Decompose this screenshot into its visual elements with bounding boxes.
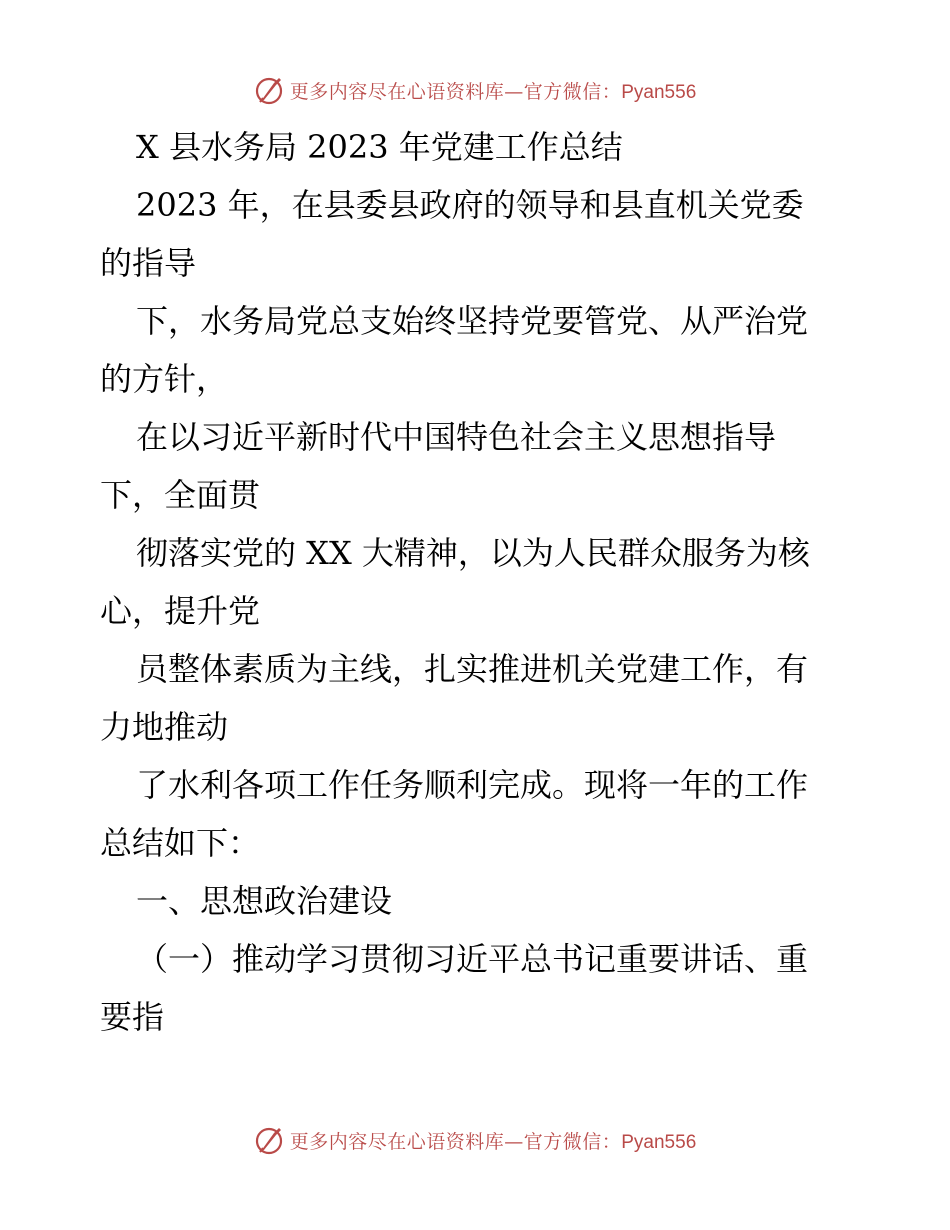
text-line: 下，水务局党总支始终坚持党要管党、从严治党 xyxy=(136,302,809,340)
text-line: 的方针， xyxy=(100,360,229,398)
document-body xyxy=(100,118,860,1046)
text-line: 员整体素质为主线，扎实推进机关党建工作，有 xyxy=(136,650,809,688)
watermark-text: 更多内容尽在心语资料库—官方微信：Pyan556 xyxy=(289,1130,697,1153)
watermark-text: 更多内容尽在心语资料库—官方微信：Pyan556 xyxy=(289,80,697,103)
pen-logo-icon xyxy=(254,1124,286,1156)
text-line: 2023 年，在县委县政府的领导和县直机关党委 xyxy=(136,186,804,224)
text-line: 下，全面贯 xyxy=(100,476,261,514)
text-line: 彻落实党的 XX 大精神，以为人民群众服务为核 xyxy=(136,534,810,572)
text-line: 力地推动 xyxy=(100,708,229,746)
text-line: 总结如下： xyxy=(100,824,261,862)
text-line: 的指导 xyxy=(100,244,197,282)
text-line: 了水利各项工作任务顺利完成。现将一年的工作 xyxy=(136,766,809,804)
text-line: （一）推动学习贯彻习近平总书记重要讲话、重 xyxy=(136,940,809,978)
footer-watermark xyxy=(0,1122,950,1158)
header-watermark xyxy=(0,72,950,108)
text-line: 心，提升党 xyxy=(100,592,261,630)
text-line: X 县水务局 2023 年党建工作总结 xyxy=(136,128,623,166)
pen-logo-icon xyxy=(254,74,286,106)
text-line: 要指 xyxy=(100,998,165,1036)
text-line: 一、思想政治建设 xyxy=(136,882,393,920)
text-line: 在以习近平新时代中国特色社会主义思想指导 xyxy=(136,418,777,456)
